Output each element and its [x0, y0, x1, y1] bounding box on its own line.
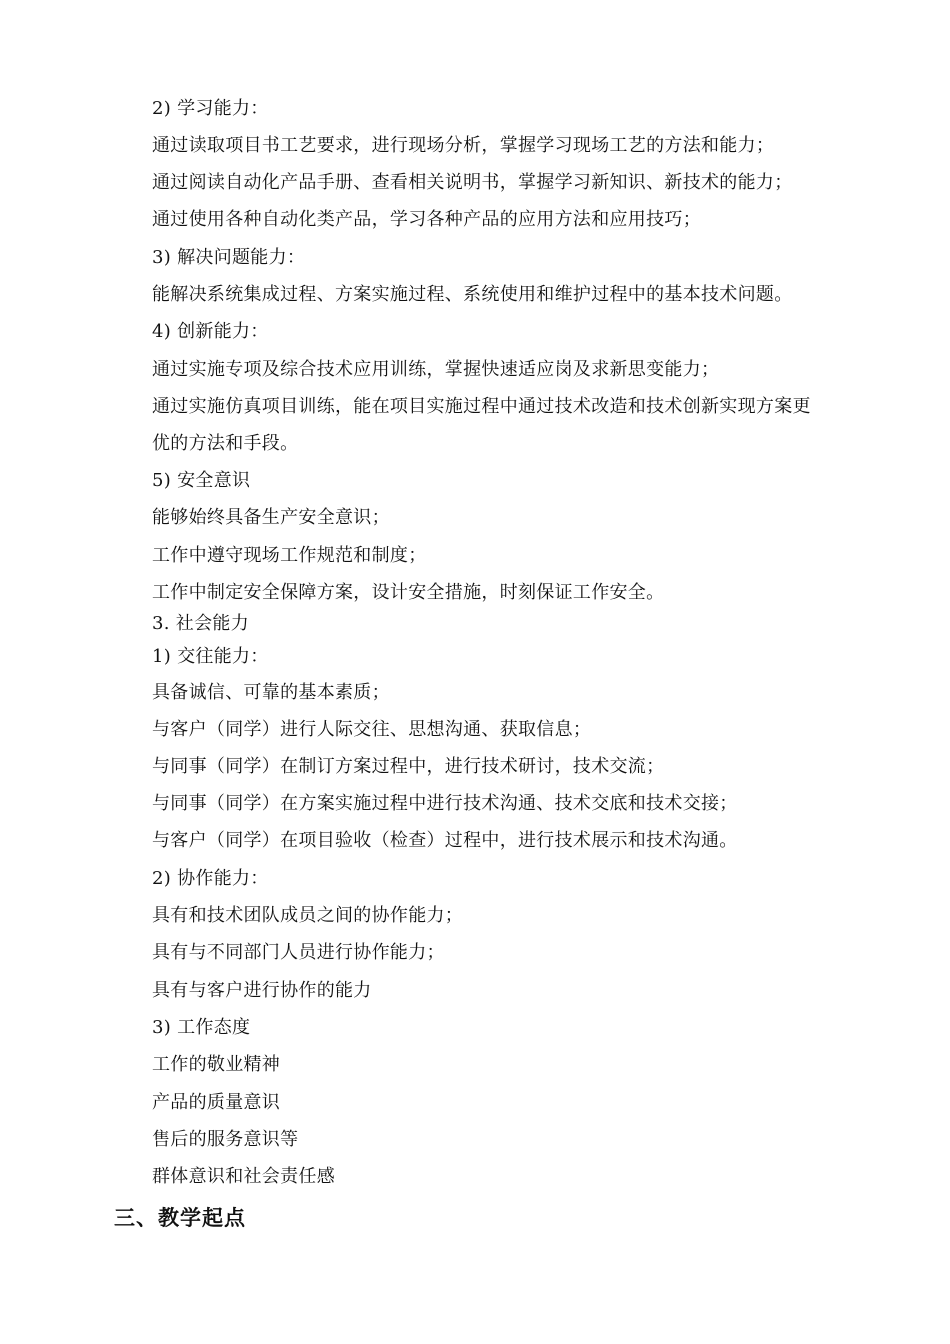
- subheading-learning-ability: 2) 学习能力：: [152, 98, 269, 119]
- paragraph-line: 与客户（同学）在项目验收（检查）过程中，进行技术展示和技术沟通。: [152, 830, 738, 851]
- paragraph-line: 能够始终具备生产安全意识；: [152, 507, 390, 528]
- paragraph-line: 优的方法和手段。: [152, 433, 299, 454]
- subheading-safety-awareness: 5) 安全意识: [152, 470, 251, 491]
- paragraph-line: 与同事（同学）在方案实施过程中进行技术沟通、技术交底和技术交接；: [152, 793, 738, 814]
- paragraph-line: 工作的敬业精神: [152, 1054, 281, 1075]
- paragraph-line: 与客户（同学）进行人际交往、思想沟通、获取信息；: [152, 719, 592, 740]
- paragraph-line: 与同事（同学）在制订方案过程中，进行技术研讨，技术交流；: [152, 756, 665, 777]
- paragraph-line: 通过读取项目书工艺要求，进行现场分析，掌握学习现场工艺的方法和能力；: [152, 135, 775, 156]
- subheading-work-attitude: 3) 工作态度: [152, 1017, 251, 1038]
- subheading-problem-solving: 3) 解决问题能力：: [152, 247, 306, 268]
- paragraph-line: 具有和技术团队成员之间的协作能力；: [152, 905, 464, 926]
- paragraph-line: 群体意识和社会责任感: [152, 1166, 335, 1187]
- section-heading: 三、教学起点: [114, 1206, 246, 1230]
- paragraph-line: 通过实施仿真项目训练，能在项目实施过程中通过技术改造和技术创新实现方案更: [152, 396, 811, 417]
- paragraph-line: 工作中制定安全保障方案，设计安全措施，时刻保证工作安全。: [152, 582, 665, 603]
- subheading-innovation: 4) 创新能力：: [152, 321, 269, 342]
- paragraph-line: 能解决系统集成过程、方案实施过程、系统使用和维护过程中的基本技术问题。: [152, 284, 793, 305]
- subheading-collaboration: 2) 协作能力：: [152, 868, 269, 889]
- subheading-communication: 1) 交往能力：: [152, 646, 269, 667]
- paragraph-line: 售后的服务意识等: [152, 1129, 299, 1150]
- paragraph-line: 产品的质量意识: [152, 1092, 281, 1113]
- paragraph-line: 工作中遵守现场工作规范和制度；: [152, 545, 427, 566]
- paragraph-line: 具有与不同部门人员进行协作能力；: [152, 942, 445, 963]
- paragraph-line: 通过实施专项及综合技术应用训练，掌握快速适应岗及求新思变能力；: [152, 359, 720, 380]
- subheading-social-ability: 3. 社会能力: [152, 613, 249, 634]
- paragraph-line: 通过阅读自动化产品手册、查看相关说明书，掌握学习新知识、新技术的能力；: [152, 172, 793, 193]
- paragraph-line: 具有与客户进行协作的能力: [152, 980, 372, 1001]
- paragraph-line: 通过使用各种自动化类产品，学习各种产品的应用方法和应用技巧；: [152, 209, 701, 230]
- paragraph-line: 具备诚信、可靠的基本素质；: [152, 682, 390, 703]
